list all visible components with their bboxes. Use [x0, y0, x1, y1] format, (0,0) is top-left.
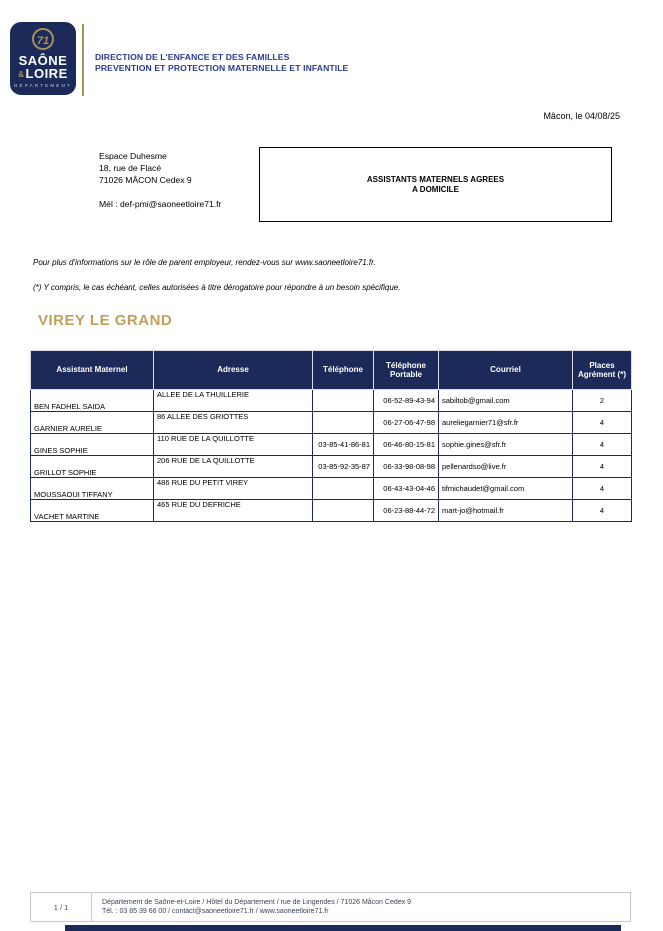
cell-name: BEN FADHEL SAIDA	[31, 390, 154, 412]
cell-email: tifmichaudet@gmail.com	[439, 478, 573, 500]
cell-email: pellenardso@live.fr	[439, 456, 573, 478]
assistants-table	[30, 350, 632, 522]
commune-title: VIREY LE GRAND	[38, 312, 173, 329]
document-title-line2: A DOMICILE	[412, 184, 459, 194]
cell-mobile: 06-46-80-15-81	[374, 434, 439, 456]
logo-loire-text	[10, 66, 76, 81]
cell-places: 4	[573, 412, 632, 434]
col-header-adresse: Adresse	[154, 351, 313, 390]
cell-address: ALLEE DE LA THUILLERIE	[154, 390, 313, 412]
table-header-row	[31, 351, 632, 390]
sender-email: Mél : def-pmi@saoneetloire71.fr	[99, 199, 222, 209]
cell-phone	[313, 500, 374, 522]
cell-phone	[313, 390, 374, 412]
cell-email: sophie.gines@sfr.fr	[439, 434, 573, 456]
document-title-box	[259, 147, 612, 222]
note-parent-employeur: Pour plus d'informations sur le rôle de parent employeur, rendez-vous sur www.saoneetloire71.fr.	[33, 258, 376, 267]
direction-title-line2: PREVENTION ET PROTECTION MATERNELLE ET INFANTILE	[95, 63, 349, 73]
bottom-page-bar	[65, 925, 621, 931]
cell-email: aureliegarnier71@sfr.fr	[439, 412, 573, 434]
cell-places: 4	[573, 478, 632, 500]
cell-name: GARNIER AURELIE	[31, 412, 154, 434]
col-header-telephone-portable: Téléphone Portable	[374, 351, 439, 390]
logo-saone-text: SAÔNE	[18, 53, 68, 68]
col-header-places-agrement: Places Agrément (*)	[573, 351, 632, 390]
cell-email: sabiltob@gmail.com	[439, 390, 573, 412]
footer-phone-line: Tél. : 03 85 39 66 00 / contact@saoneetloire71.fr / www.saoneetloire71.fr	[102, 908, 329, 915]
cell-mobile: 06-43-43-04-46	[374, 478, 439, 500]
cell-name: MOUSSAOUI TIFFANY	[31, 478, 154, 500]
table-row	[31, 412, 632, 434]
cell-name: VACHET MARTINE	[31, 500, 154, 522]
table-row	[31, 434, 632, 456]
page-footer	[30, 892, 631, 922]
document-title-line1: ASSISTANTS MATERNELS AGREES	[366, 174, 505, 184]
footer-address-line: Département de Saône-et-Loire / Hôtel du Département / rue de Lingendes / 71026 Mâcon Cedex 9	[102, 898, 411, 906]
cell-phone	[313, 478, 374, 500]
cell-places: 4	[573, 456, 632, 478]
logo-divider	[82, 24, 84, 96]
cell-places: 4	[573, 500, 632, 522]
cell-phone: 03-85-41-86-81	[313, 434, 374, 456]
cell-mobile: 06-27-06-47-98	[374, 412, 439, 434]
cell-address: 86 ALLEE DES GRIOTTES	[154, 412, 313, 434]
logo-71-icon	[32, 28, 54, 50]
col-header-courriel: Courriel	[439, 351, 573, 390]
footer-contact-block	[92, 893, 630, 921]
logo-ampersand: &	[18, 70, 25, 79]
cell-phone	[313, 412, 374, 434]
table-row	[31, 390, 632, 412]
table-row	[31, 456, 632, 478]
cell-address: 465 RUE DU DEFRICHE	[154, 500, 313, 522]
cell-name: GINES SOPHIE	[31, 434, 154, 456]
cell-mobile: 06-52-89-43-94	[374, 390, 439, 412]
cell-mobile: 06-23-88-44-72	[374, 500, 439, 522]
direction-title	[95, 52, 348, 74]
note-asterisk: (*) Y compris, le cas échéant, celles autorisées à titre dérogatoire pour répondre à un besoin spécifique.	[33, 283, 401, 292]
cell-mobile: 06-33-98-08-98	[374, 456, 439, 478]
sender-name: Espace Duhesme	[99, 151, 167, 161]
table-row	[31, 478, 632, 500]
document-date: Mâcon, le 04/08/25	[543, 111, 620, 121]
cell-phone: 03-85-92-35-87	[313, 456, 374, 478]
table-row	[31, 500, 632, 522]
direction-title-line1: DIRECTION DE L'ENFANCE ET DES FAMILLES	[95, 52, 290, 62]
logo-loire-word: LOIRE	[25, 66, 68, 81]
sender-street: 18, rue de Flacé	[99, 163, 162, 173]
cell-places: 2	[573, 390, 632, 412]
page-number: 1 / 1	[31, 893, 92, 921]
cell-address: 486 RUE DU PETIT VIREY	[154, 478, 313, 500]
logo-departement-text: DÉPARTEMENT	[14, 83, 72, 88]
cell-address: 110 RUE DE LA QUILLOTTE	[154, 434, 313, 456]
cell-name: GRILLOT SOPHIE	[31, 456, 154, 478]
col-header-assistant-maternel: Assistant Maternel	[31, 351, 154, 390]
cell-email: mart-jo@hotmail.fr	[439, 500, 573, 522]
department-logo	[10, 22, 76, 95]
cell-places: 4	[573, 434, 632, 456]
sender-city: 71026 MÂCON Cedex 9	[99, 175, 192, 185]
logo-number: 71	[36, 35, 50, 47]
cell-address: 206 RUE DE LA QUILLOTTE	[154, 456, 313, 478]
col-header-telephone: Téléphone	[313, 351, 374, 390]
